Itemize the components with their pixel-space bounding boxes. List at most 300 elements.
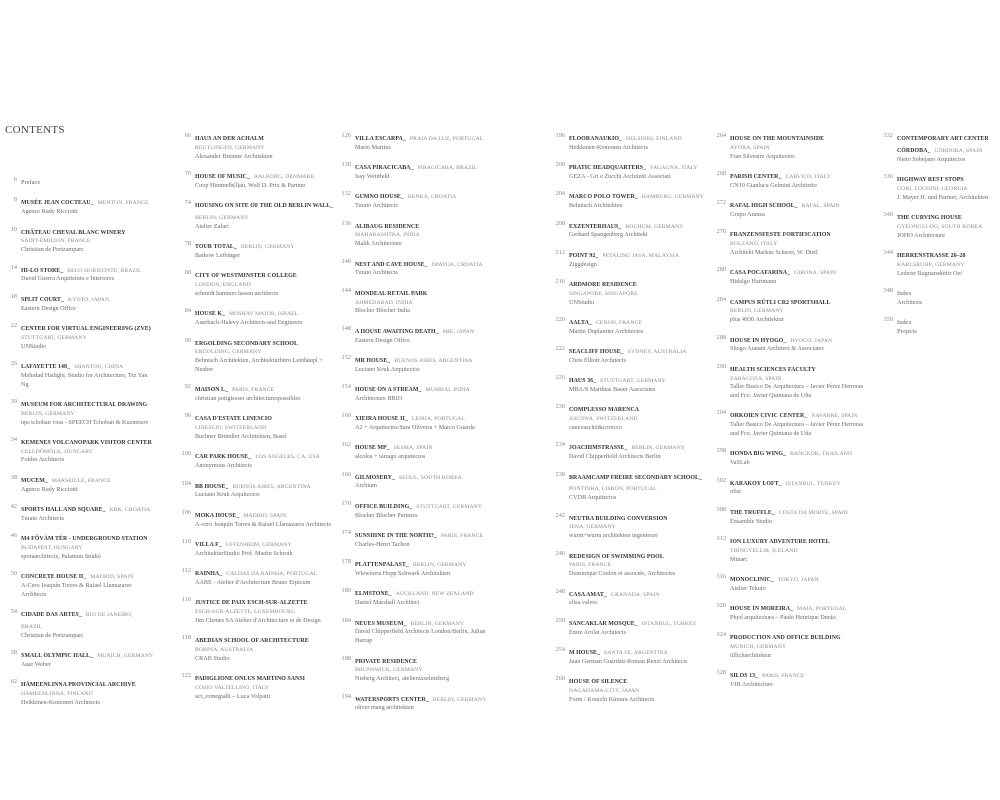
entry-architect: Ensamble Studio (730, 517, 773, 525)
entry-location: PIRACICABA, BRAZIL (417, 165, 478, 172)
toc-entry[interactable] (4, 532, 154, 561)
toc-entry[interactable] (178, 337, 336, 375)
entry-location: HAMBURG, GERMANY (641, 194, 704, 201)
entry-location: BERLIN, GERMANY (195, 214, 249, 221)
page-number: 62 (10, 678, 17, 686)
page-number: 152 (341, 353, 351, 361)
entry-title: SANCAKLAR MOSQUE_ (569, 620, 638, 627)
entry-title: MR HOUSE_ (355, 357, 391, 364)
entry-title: COMPLESSO MARENCA (569, 407, 640, 414)
toc-entry[interactable] (338, 587, 500, 608)
toc-entry[interactable] (338, 161, 500, 182)
toc-entry[interactable] (178, 567, 336, 588)
entry-title: HOUSE OF SILENCE (569, 679, 628, 686)
toc-entry[interactable] (552, 316, 712, 337)
page-number: 126 (341, 132, 351, 139)
toc-entry[interactable] (880, 287, 1000, 308)
entry-location: SYDNEY, AUSTRALIA (627, 349, 687, 356)
toc-entry[interactable] (552, 675, 712, 704)
toc-entry[interactable] (4, 360, 154, 389)
toc-entry[interactable] (880, 211, 1000, 240)
entry-title: CITY OF WESTMINSTER COLLEGE (195, 273, 297, 280)
toc-entry[interactable] (552, 132, 712, 153)
entry-title: JOACHIMSTRASSE_ (569, 445, 628, 452)
toc-entry[interactable] (338, 287, 500, 316)
page-number: 74 (184, 199, 191, 207)
entry-architect: Heikkinen-Komonen Architects (21, 698, 100, 706)
entry-title: VILLA ESCARPA_ (355, 136, 406, 142)
toc-entry[interactable] (713, 669, 873, 690)
entry-title: Index (897, 319, 912, 327)
entry-title: HI-LO STORE_ (21, 267, 64, 274)
entry-title: CONCRETE HOUSE II_ (21, 574, 87, 581)
page-number: 316 (716, 573, 726, 581)
entry-location: CARVICO, ITALY (785, 173, 831, 180)
toc-entry[interactable] (552, 550, 712, 579)
entry-title: HOUSE IN HYOGO_ (730, 337, 787, 344)
page-number: 290 (716, 362, 726, 370)
entry-location: KRK, CROATIA (109, 507, 151, 514)
toc-column-4 (552, 132, 712, 713)
page-number: 348 (883, 286, 893, 294)
entry-architect: Agence Rudy Ricciotti (21, 485, 78, 493)
toc-entry[interactable] (338, 529, 500, 550)
toc-entry[interactable] (552, 512, 712, 541)
entry-architect: wurm+wurm architekten ingenieure (569, 532, 659, 540)
toc-entry[interactable] (880, 132, 1000, 164)
entry-architect: nps tchoban voss - SPEECH Tchoban & Kuznetsov (21, 418, 149, 426)
entry-architect: ArchitekturStudio Prof. Martin Schroth (195, 549, 293, 557)
entry-title: RAINHA_ (195, 571, 223, 578)
entry-location: BOLZANO, ITALY (730, 241, 778, 248)
toc-entry[interactable] (4, 264, 154, 285)
page-number: 288 (716, 333, 726, 341)
page-number: 26 (10, 359, 17, 367)
page-number: 50 (10, 570, 17, 578)
page-number: 42 (10, 503, 17, 511)
page-number: 276 (716, 228, 726, 236)
entry-architect: Projects (897, 327, 917, 335)
entry-title: JUSTICE DE PAIX ESCH-SUR-ALZETTE (195, 600, 308, 607)
page-number: 18 (10, 292, 17, 300)
toc-entry[interactable] (338, 441, 500, 462)
entry-location: BENKA, CROATIA (407, 194, 457, 201)
entry-location: PONTINHA, LISBON, PORTUGAL (569, 486, 657, 493)
toc-entry[interactable] (338, 258, 500, 279)
page-number: 222 (555, 345, 565, 353)
toc-entry[interactable] (338, 132, 500, 153)
toc-entry[interactable] (4, 503, 154, 524)
entry-architect: Christian de Portzamparc (21, 246, 84, 254)
toc-entry[interactable] (178, 383, 336, 404)
toc-entry[interactable] (338, 220, 500, 249)
entry-title: THE TRUFFLE_ (730, 509, 775, 516)
entry-title: CASA PIRACICABA_ (355, 165, 414, 172)
entry-title: MUCEM_ (21, 477, 48, 484)
toc-entry[interactable] (552, 617, 712, 638)
entry-architect: Coop Himmelb(l)au, Wolf D. Prix & Partner (195, 181, 306, 189)
page-number: 312 (716, 535, 726, 543)
entry-location: CALDAS DA RAINHA, PORTUGAL (226, 571, 318, 578)
toc-entry[interactable] (552, 220, 712, 241)
toc-entry[interactable] (4, 570, 154, 599)
toc-entry[interactable] (713, 334, 873, 355)
entry-title: HOUSE IN MOREIRA_ (730, 606, 794, 613)
entry-location: MUNICH, GERMANY (97, 653, 154, 660)
toc-entry[interactable] (713, 447, 873, 468)
entry-title: SUNSHINE IN THE NORTH?_ (355, 533, 437, 540)
entry-title: VILLA F_ (195, 542, 222, 549)
entry-location: ISTANBUL, TURKEY (641, 620, 697, 627)
toc-entry[interactable] (4, 293, 154, 314)
entry-location: BERLIN, GERMANY (21, 410, 75, 417)
page-number: 136 (341, 219, 351, 227)
entry-architect: Heikkinen-Komonen Architects (569, 143, 648, 151)
page-number: 242 (555, 511, 565, 519)
entry-location: CENON, FRANCE (595, 319, 643, 326)
toc-entry[interactable] (552, 190, 712, 211)
entry-architect: Eastern Design Office (355, 336, 410, 344)
entry-architect: Minarc (730, 555, 748, 563)
toc-entry[interactable] (713, 573, 873, 594)
toc-entry[interactable] (552, 441, 712, 462)
entry-architect: UNStudio (569, 298, 595, 306)
toc-entry[interactable] (4, 608, 154, 640)
entry-title: SEACLIFF HOUSE_ (569, 349, 624, 356)
entry-title: ARDMORE RESIDENCE (569, 281, 637, 288)
entry-title: OFFICE BUILDING_ (355, 503, 413, 510)
toc-entry[interactable] (338, 325, 500, 346)
entry-location: GIRONA, SPAIN (794, 270, 837, 277)
entry-architect: VaSLab (730, 459, 750, 467)
entry-location: BUENOS AIRES, ARGENTINA (394, 357, 473, 364)
entry-location: LEIRIA, PORTUGAL (411, 416, 465, 423)
entry-title: NEST AND CAVE HOUSE_ (355, 261, 428, 268)
toc-entry[interactable] (338, 617, 500, 646)
entry-title: PLATTENPALAST_ (355, 562, 409, 569)
entry-location: TOKYO, JAPAN (777, 577, 819, 584)
entry-architect: UNStudio (21, 342, 47, 350)
entry-title: WATERSPORTS CENTER_ (355, 696, 429, 703)
toc-entry[interactable] (178, 170, 336, 191)
entry-title: AALTA_ (569, 319, 592, 326)
entry-location: CELLDÖMÖLK, HUNGARY (21, 448, 94, 455)
entry-architect: christian pottgiesser architecturespossibles (195, 395, 301, 403)
entry-location: STUTTGART, GERMANY (600, 378, 666, 385)
toc-entry[interactable] (178, 269, 336, 298)
entry-title: POINT 92_ (569, 252, 599, 259)
entry-architect: Anonymous Architects (195, 462, 252, 470)
toc-entry[interactable] (338, 558, 500, 579)
entry-architect: Taller Basico De Arquitectura – Javier Pérez Herreras and Fco. Javier Quintana de Uña (730, 421, 864, 438)
page-number: 194 (341, 692, 351, 700)
entry-location: HÄMEENLINNA, FINLAND (21, 691, 93, 698)
entry-location: PRAIA DA LUZ, PORTUGAL (409, 136, 484, 142)
toc-entry[interactable] (338, 190, 500, 211)
entry-title: HOUSE OF MUSIC_ (195, 173, 250, 180)
toc-entry[interactable] (338, 500, 500, 521)
entry-title: ERGOLDING SECONDARY SCHOOL (195, 340, 298, 347)
entry-location: BERLIN, GERMANY (240, 244, 295, 251)
entry-architect: Malik Architecture (355, 240, 402, 248)
toc-entry[interactable] (713, 199, 873, 220)
toc-entry[interactable] (552, 471, 712, 503)
page-number: 116 (181, 596, 191, 604)
toc-entry[interactable] (713, 363, 873, 401)
entry-architect: A-cero Joaquín Torres & Rafael Llamazares Architects (195, 520, 331, 528)
entry-architect: Fran Silvestre Arquitectos (730, 152, 795, 160)
toc-entry[interactable] (4, 678, 154, 707)
entry-title: KEMENES VOLCANOPARK VISITOR CENTER (21, 439, 152, 446)
entry-title: PARISH CENTER_ (730, 173, 782, 180)
page-number: 160 (341, 412, 351, 420)
toc-entry[interactable] (4, 474, 154, 495)
toc-entry[interactable] (4, 322, 154, 351)
page-number: 132 (341, 190, 351, 198)
entry-title: NEUTRA BUILDING CONVERSION (569, 515, 668, 522)
entry-location: KYOTO, JAPAN (68, 296, 110, 303)
page-number: 96 (184, 412, 191, 420)
entry-architect: David Chipperfield Architects London/Berlin, Julian Harrap (355, 628, 486, 645)
toc-entry[interactable] (552, 161, 712, 182)
entry-title: REDESIGN OF SWIMMING POOL (569, 553, 664, 560)
entry-location: JENA, GERMANY (569, 524, 616, 531)
entry-location: AHMEDABAD, INDIA (355, 299, 413, 306)
toc-entry[interactable] (713, 631, 873, 660)
entry-location: STUTTGART, GERMANY (416, 503, 483, 510)
entry-location: AYORA, SPAIN (730, 144, 770, 151)
entry-location: GYEONGGI-DO, SOUTH KOREA (897, 223, 983, 230)
entry-architect: Jim Clemes SA Atelier d'Architecture et de Design (195, 617, 321, 624)
entry-location: COSTA DA MORTE, SPAIN (778, 509, 848, 516)
entry-architect: Luciano Kruk Arquitectos (195, 491, 260, 499)
entry-location: SINGAPORE, SINGAPORE (569, 290, 638, 297)
toc-entry[interactable] (338, 383, 500, 404)
entry-architect: Barkow Leibinger (195, 251, 241, 259)
page-number: 272 (716, 199, 726, 207)
toc-entry[interactable] (552, 249, 712, 270)
toc-entry[interactable] (178, 596, 336, 625)
page-number: 248 (555, 587, 565, 595)
entry-title: SILOS 13_ (730, 673, 759, 680)
entry-title: A HOUSE AWAITING DEATH_ (355, 328, 439, 335)
toc-entry[interactable] (552, 588, 712, 609)
entry-architect: Turato Architects (21, 514, 64, 522)
page-number: 92 (184, 383, 191, 391)
entry-location: BANGKOK, THAILAND (789, 451, 853, 458)
entry-location: BERLIN, GERMANY (410, 620, 465, 627)
entry-title: ORKOIEN CIVIC CENTER_ (730, 413, 808, 420)
toc-entry[interactable] (552, 646, 712, 667)
entry-title: PRATIC HEADQUARTERS_ (569, 165, 647, 172)
page-number: 308 (716, 505, 726, 513)
page-number: 112 (181, 567, 191, 575)
toc-entry[interactable] (4, 196, 154, 217)
page-number: 122 (181, 672, 191, 680)
entry-location: PARIS, FRANCE (232, 387, 275, 394)
entry-architect: canevascini&corecco (569, 424, 622, 432)
entry-architect: Luciano Kruk Arquitectos (355, 365, 420, 373)
toc-entry[interactable] (178, 538, 336, 559)
page-number: 100 (181, 450, 191, 458)
entry-title: Preface (21, 179, 41, 186)
entry-architect: Chris Elliott Architects (569, 356, 627, 364)
entry-location: RAFAL, SPAIN (801, 203, 840, 210)
entry-architect: Blocher Blocher India (355, 307, 410, 315)
toc-entry[interactable] (713, 296, 873, 325)
toc-entry[interactable] (713, 132, 873, 161)
entry-location: SHANTOU, CHINA (73, 363, 124, 370)
toc-column-3 (338, 132, 500, 722)
entry-architect: Nieberg Architect, atelierzaxelnieberg (355, 675, 450, 683)
page-number: 212 (555, 248, 565, 256)
entry-title: HOUSE ON A STREAM_ (355, 387, 422, 394)
page-number: 216 (555, 277, 565, 285)
entry-location: BOCHUM, GERMANY (625, 223, 684, 230)
entry-location: BERLIN, GERMANY (730, 308, 784, 315)
entry-architect: Mehrdad Hadighi, Studio for Architecture, Tsz Yan Ng (21, 371, 148, 388)
toc-entry[interactable] (338, 412, 500, 433)
toc-entry[interactable] (713, 170, 873, 191)
page-number: 106 (181, 508, 191, 516)
toc-entry[interactable] (552, 403, 712, 432)
toc-entry[interactable] (338, 471, 500, 492)
toc-entry[interactable] (178, 199, 336, 231)
toc-entry[interactable] (4, 226, 154, 255)
page-number: 34 (10, 435, 17, 443)
toc-entry[interactable] (338, 655, 500, 684)
entry-title: HOUSE ON THE MOUNTAINSIDE (730, 136, 825, 142)
entry-architect: Buchner Bründler Architekten, Basel (195, 433, 287, 441)
entry-location: BERLIN, GERMANY (412, 562, 467, 569)
entry-architect: Architects (897, 298, 923, 306)
entry-architect: tillicharchitektur (730, 651, 772, 659)
toc-entry[interactable] (713, 535, 873, 564)
entry-architect: Gerhard Spangenberg Architekt (569, 231, 648, 239)
toc-entry[interactable] (713, 506, 873, 527)
entry-title: ALIBAUG RESIDENCE (355, 223, 420, 230)
entry-title: CAR PARK HOUSE_ (195, 454, 252, 461)
page-number: 38 (10, 473, 17, 481)
entry-location: PARIS, FRANCE (569, 562, 612, 569)
page-number: 58 (10, 649, 17, 657)
toc-entry[interactable] (552, 345, 712, 366)
toc-entry[interactable] (4, 436, 154, 465)
entry-location: RIO DE JANEIRO, BRAZIL (21, 612, 133, 631)
entry-location: KARLSRUHE, GERMANY (897, 261, 965, 268)
toc-entry[interactable] (178, 509, 336, 530)
entry-architect: Shogo Aratani Architect & Associates (730, 345, 824, 353)
toc-entry[interactable] (880, 316, 1000, 337)
entry-architect: Eastern Design Office (21, 304, 76, 312)
entry-location: LINESCIO, SWITZERLAND (195, 425, 267, 432)
toc-entry[interactable] (4, 649, 154, 670)
entry-title: MOKA HOUSE_ (195, 512, 240, 519)
entry-title: ELMSTONE_ (355, 591, 392, 598)
toc-entry[interactable] (338, 354, 500, 375)
entry-title: THE CURVING HOUSE (897, 214, 962, 221)
entry-location: UFFENHEIM, GERMANY (225, 542, 292, 549)
toc-entry[interactable] (713, 228, 873, 257)
page-number: 22 (10, 321, 17, 329)
entry-architect: Blocher Blocher Partners (355, 511, 418, 519)
toc-entry[interactable] (713, 477, 873, 498)
entry-location: HYOGO, JAPAN (790, 337, 833, 344)
page-number: 180 (341, 587, 351, 595)
toc-entry[interactable] (178, 132, 336, 161)
toc-entry[interactable] (552, 374, 712, 395)
toc-column-6 (880, 132, 1000, 345)
entry-location: LOS ANGELES, CA, USA (255, 454, 321, 461)
entry-architect: Turato Architects (355, 202, 398, 210)
entry-title: MAISON L_ (195, 387, 229, 394)
entry-location: STUTTGART, GERMANY (21, 334, 87, 341)
toc-entry[interactable] (4, 176, 154, 188)
toc-entry[interactable] (880, 249, 1000, 278)
entry-architect: Taller Basico De Arquitectura – Javier Pérez Herreras and Fco. Javier Quintana de Uña (730, 383, 864, 400)
entry-title: CASA AMAT_ (569, 591, 607, 598)
page-number: 264 (716, 132, 726, 139)
entry-title: HONDA BIG WING_ (730, 451, 786, 458)
entry-location: ROBINA, AUSTRALIA (195, 647, 254, 654)
entry-location: SANTA FE, ARGENTINA (604, 649, 668, 656)
page-number: 166 (341, 470, 351, 478)
toc-entry[interactable] (178, 672, 336, 701)
page-number: 336 (883, 172, 893, 180)
toc-entry[interactable] (338, 693, 500, 714)
toc-entry[interactable] (178, 634, 336, 663)
toc-entry[interactable] (713, 266, 873, 287)
toc-entry[interactable] (178, 450, 336, 471)
page-number: 70 (184, 169, 191, 177)
entry-architect: Architekt Markus Scherer, W. Dietl (730, 248, 818, 256)
entry-location: COSIO VALTELLINO, ITALY (195, 685, 269, 692)
entry-title: MONDEAL RETAIL PARK (355, 290, 428, 297)
entry-architect: Wiewiorra Hopp Schwark Architekten (355, 570, 451, 578)
toc-entry[interactable] (713, 602, 873, 623)
entry-location: THINGVELLIR, ICELAND (730, 547, 798, 554)
entry-location: AALBORG, DENMARK (253, 173, 315, 180)
entry-title: CHÂTEAU CHEVAL BLANC WINERY (21, 229, 126, 236)
entry-title: HIGHWAY REST STOPS (897, 176, 964, 183)
toc-entry[interactable] (178, 240, 336, 261)
entry-title: CIDADE DAS ARTES_ (21, 612, 82, 619)
toc-entry[interactable] (4, 398, 154, 427)
toc-entry[interactable] (178, 307, 336, 328)
entry-architect: Christian de Portzamparc (21, 631, 84, 639)
entry-architect: Grupo Aranea (730, 210, 765, 218)
page-number: 110 (181, 538, 191, 546)
toc-entry[interactable] (178, 412, 336, 441)
entry-architect: sporaarchitects, Palatium Stúdió (21, 552, 101, 560)
toc-entry[interactable] (880, 173, 1000, 202)
entry-architect: David Chipperfield Architects Berlin (569, 453, 661, 461)
page-number: 268 (716, 169, 726, 177)
toc-entry[interactable] (713, 409, 873, 438)
page-number: 200 (555, 161, 565, 169)
entry-architect: alcolea + tárrago arquitectos (355, 453, 426, 461)
entry-title: M4 FŐVÁM TÉR - UNDERGROUND STATION (21, 536, 148, 543)
entry-title: KARAKOY LOFT_ (730, 480, 782, 487)
toc-entry[interactable] (552, 278, 712, 307)
entry-architect: Turato Architects (355, 269, 398, 277)
entry-location: AUCKLAND, NEW ZEALAND (395, 591, 474, 598)
entry-architect: Behnisch Architekten, Architekturbüro Leinhäupl + Neuber (195, 357, 323, 373)
toc-entry[interactable] (178, 480, 336, 501)
entry-architect: Nieto Sobejano Arquitectos (897, 155, 966, 163)
entry-location: BELO HORIZONTE, BRAZIL (67, 267, 142, 274)
page-number: 328 (716, 669, 726, 677)
